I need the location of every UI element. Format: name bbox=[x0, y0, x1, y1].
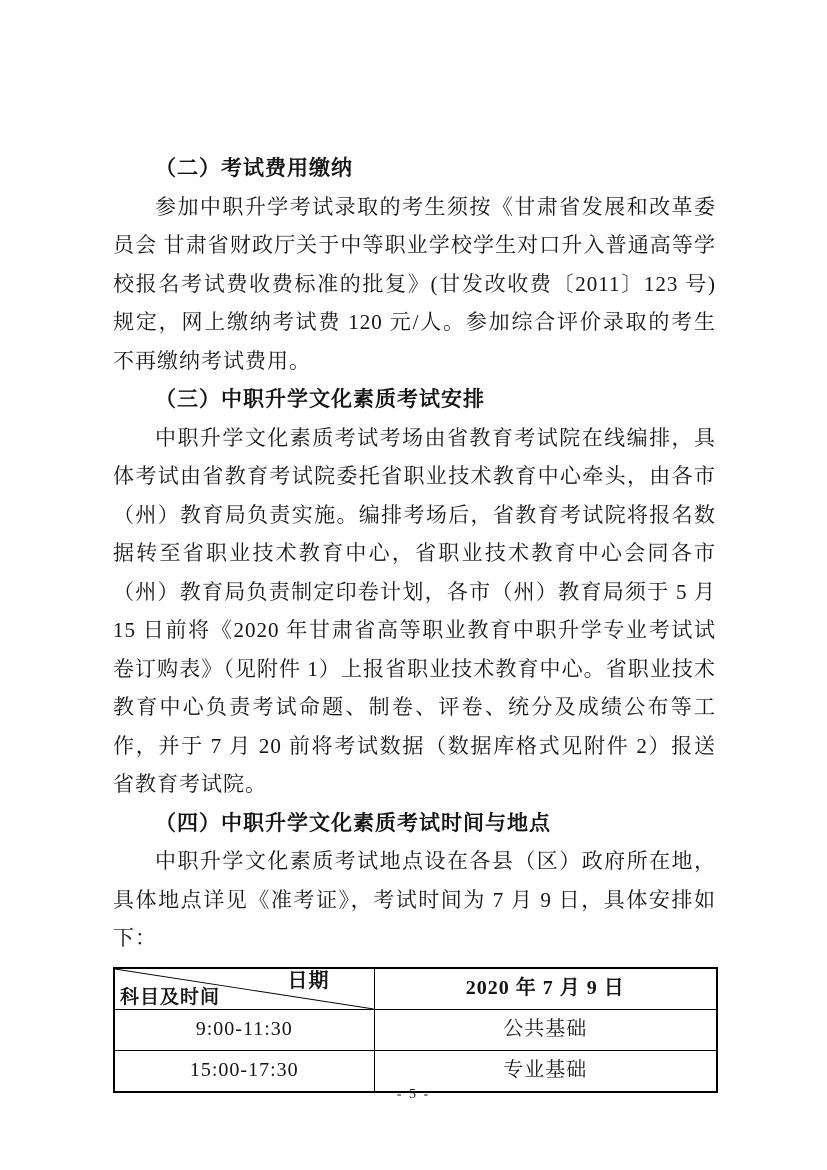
table-corner-cell bbox=[114, 968, 374, 1010]
table-row bbox=[114, 1009, 717, 1050]
paragraph-exam-arrangement: 中职升学文化素质考试考场由省教育考试院在线编排，具体考试由省教育考试院委托省职业技术教育中心牵头，由各市（州）教育局负责实施。编排考场后，省教育考试院将报名数据转至省职业技术教育中心，省职业技术教育中心会同各市（州）教育局负责制定印卷计划，各市（州）教育局须于 5 月 15 日前将《2020 年甘肃省高等职业教育中职升学专业考试试卷订购表》（见附件 1）上报省职业技术教育中心。省职业技术教育中心负责考试命题、制卷、评卷、统分及成绩公布等工作，并于 7 月 20 前将考试数据（数据库格式见附件 2）报送省教育考试院。 bbox=[113, 425, 716, 796]
paragraph-exam-time-location: 中职升学文化素质考试地点设在各县（区）政府所在地，具体地点详见《准考证》，考试时间为 7 月 9 日，具体安排如下： bbox=[113, 849, 716, 950]
table-header-row bbox=[114, 968, 717, 1010]
page-number: - 5 - bbox=[396, 1087, 431, 1102]
corner-label-date: 日期 bbox=[287, 969, 330, 992]
paragraph-fee-payment: 参加中职升学考试录取的考生须按《甘肃省发展和改革委员会 甘肃省财政厅关于中等职业学校学生对口升入普通高等学校报名考试费收费标准的批复》(甘发改收费〔2011〕123 号)规定，网上缴纳考试费 120 元/人。参加综合评价录取的考生不再缴纳考试费用。 bbox=[113, 194, 716, 373]
section-heading-fee-payment: （二）考试费用缴纳 bbox=[155, 156, 353, 180]
exam-schedule-table bbox=[113, 967, 718, 1093]
section-heading-exam-arrangement: （三）中职升学文化素质考试安排 bbox=[155, 387, 485, 411]
table-row bbox=[114, 1050, 717, 1092]
time-cell: 15:00-17:30 bbox=[114, 1050, 374, 1092]
date-header-cell: 2020 年 7 月 9 日 bbox=[374, 968, 717, 1010]
time-cell: 9:00-11:30 bbox=[114, 1009, 374, 1050]
page-content bbox=[113, 149, 716, 1093]
corner-label-subject-time: 科目及时间 bbox=[120, 986, 221, 1008]
subject-cell: 公共基础 bbox=[374, 1009, 717, 1050]
subject-cell: 专业基础 bbox=[374, 1050, 717, 1092]
section-heading-exam-time-location: （四）中职升学文化素质考试时间与地点 bbox=[155, 810, 551, 835]
